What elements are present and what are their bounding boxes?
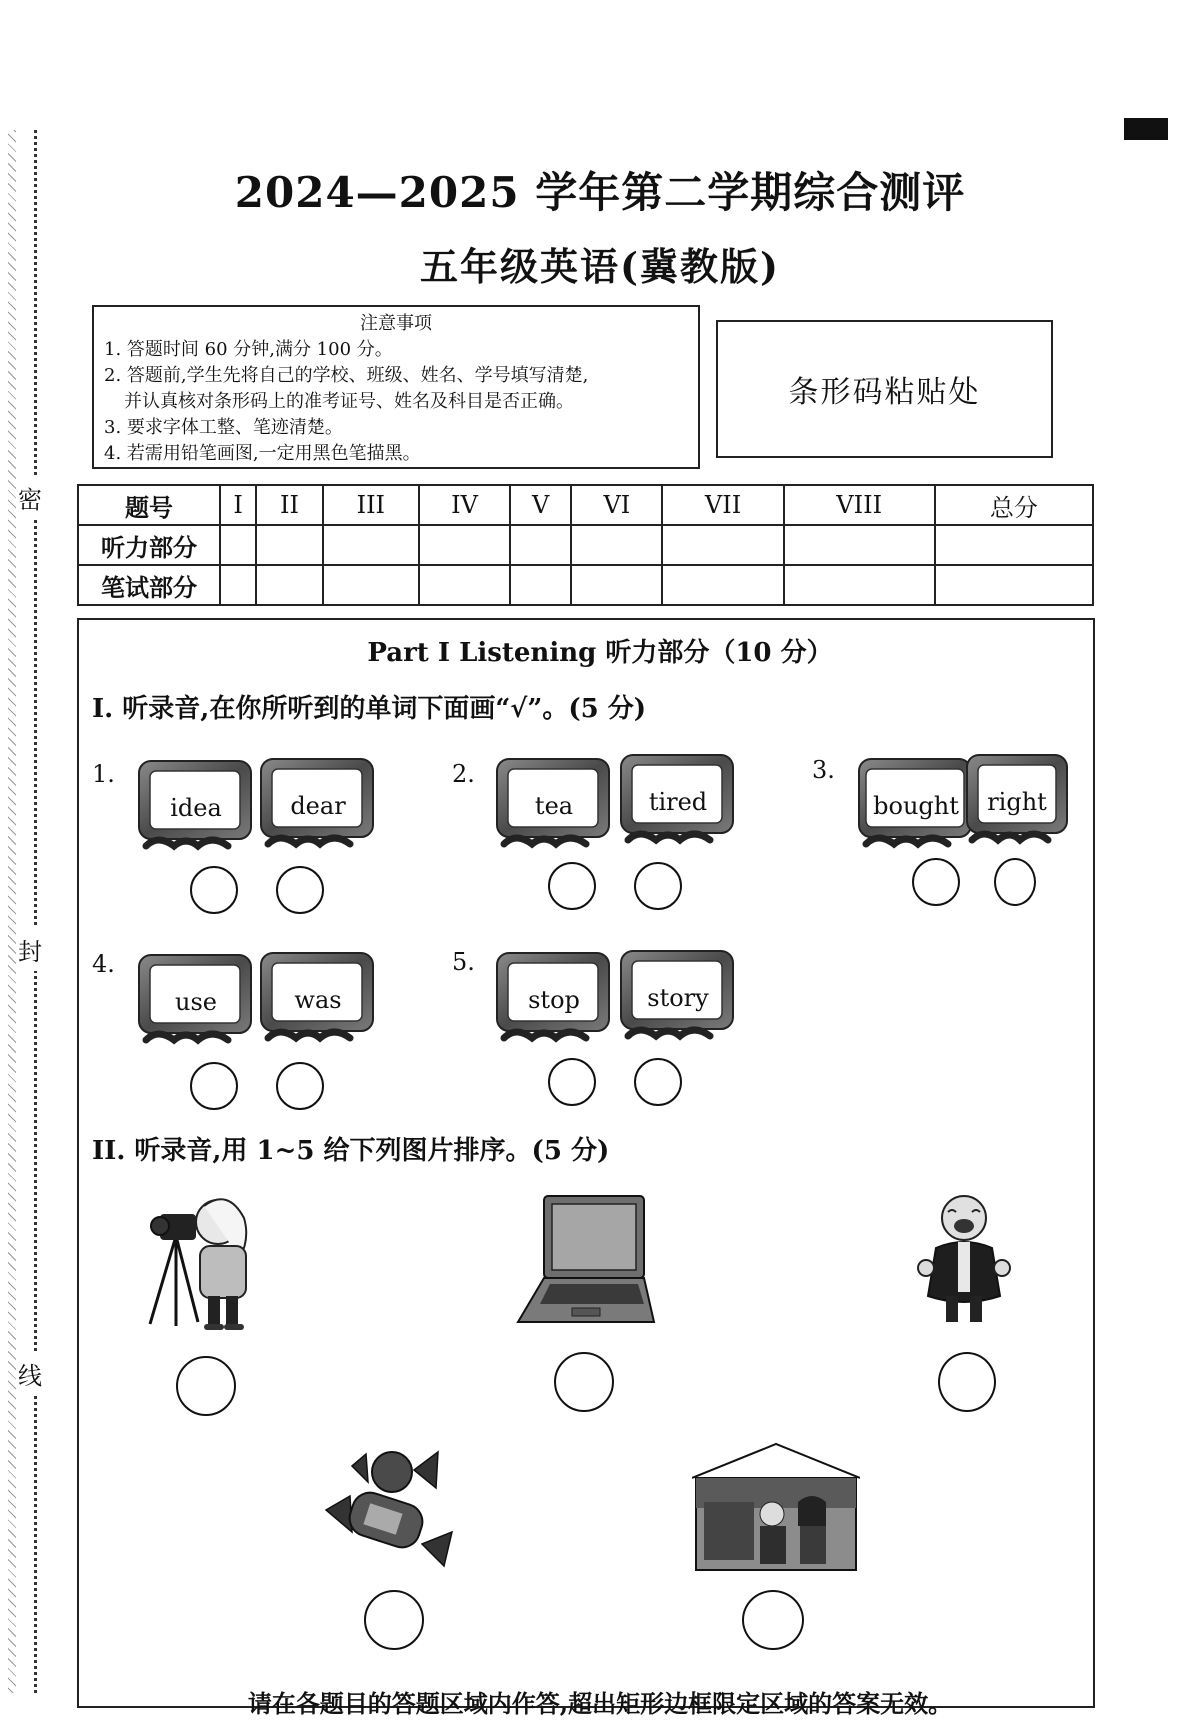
score-cell[interactable] — [571, 525, 662, 565]
score-cell[interactable] — [419, 525, 510, 565]
score-header-cell: I — [220, 485, 256, 525]
card-word: tired — [648, 788, 708, 816]
answer-circle[interactable] — [548, 1058, 596, 1106]
score-cell[interactable] — [419, 565, 510, 605]
score-header-cell: IV — [419, 485, 510, 525]
order-circle[interactable] — [938, 1352, 996, 1412]
word-card — [136, 952, 256, 1048]
word-card — [618, 752, 738, 848]
score-cell[interactable] — [935, 525, 1093, 565]
word-card — [258, 950, 378, 1046]
score-cell[interactable] — [571, 565, 662, 605]
score-header-cell: 题号 — [78, 485, 220, 525]
word-card — [856, 756, 976, 852]
card-word: dear — [290, 792, 346, 820]
binding-char-feng: 封 — [18, 928, 42, 971]
movie-scene-icon — [692, 1442, 860, 1572]
photographer-icon — [146, 1196, 256, 1336]
score-header-cell: VIII — [784, 485, 935, 525]
score-cell[interactable] — [323, 525, 419, 565]
answer-circle[interactable] — [190, 866, 238, 914]
order-circle[interactable] — [742, 1590, 804, 1650]
part-title: Part I Listening 听力部分（10 分） — [367, 638, 833, 668]
binding-char-mi: 密 — [18, 476, 42, 519]
answer-circle[interactable] — [276, 1062, 324, 1110]
score-cell[interactable] — [662, 525, 783, 565]
word-card — [258, 756, 378, 852]
score-row-label: 听力部分 — [78, 525, 220, 565]
card-word: stop — [528, 986, 580, 1014]
notice-item: 1. 答题时间 60 分钟,满分 100 分。 — [104, 339, 393, 360]
word-card — [618, 948, 738, 1044]
answer-circle[interactable] — [548, 862, 596, 910]
order-circle[interactable] — [176, 1356, 236, 1416]
answer-circle[interactable] — [634, 1058, 682, 1106]
notice-item: 4. 若需用铅笔画图,一定用黑色笔描黑。 — [104, 443, 421, 464]
answer-circle[interactable] — [994, 858, 1036, 906]
score-header-cell: VII — [662, 485, 783, 525]
page-title: 2024—2025 学年第二学期综合测评 — [234, 168, 966, 217]
score-cell[interactable] — [935, 565, 1093, 605]
score-cell[interactable] — [510, 525, 571, 565]
score-row-listening — [78, 525, 1093, 565]
order-circle[interactable] — [554, 1352, 614, 1412]
card-word: idea — [170, 794, 222, 822]
answer-circle[interactable] — [634, 862, 682, 910]
score-header-cell: VI — [571, 485, 662, 525]
answer-circle[interactable] — [912, 858, 960, 906]
score-header-cell: V — [510, 485, 571, 525]
score-cell[interactable] — [323, 565, 419, 605]
score-cell[interactable] — [256, 565, 322, 605]
card-word: story — [647, 984, 709, 1012]
candy-icon — [322, 1448, 472, 1568]
score-header-cell: III — [323, 485, 419, 525]
binding-dotted-line — [34, 130, 37, 1693]
notice-box — [92, 305, 700, 469]
card-word: was — [294, 986, 342, 1014]
barcode-area — [716, 320, 1053, 458]
score-row-label: 笔试部分 — [78, 565, 220, 605]
binding-edge — [8, 130, 16, 1693]
word-card — [136, 758, 256, 854]
notice-heading: 注意事项 — [360, 313, 432, 334]
score-header-cell: II — [256, 485, 322, 525]
card-word: use — [175, 988, 217, 1016]
question-number: 3. — [812, 756, 835, 784]
word-card — [494, 950, 614, 1046]
laptop-icon — [516, 1192, 656, 1332]
score-cell[interactable] — [256, 525, 322, 565]
score-cell[interactable] — [662, 565, 783, 605]
notice-item: 并认真核对条形码上的准考证号、姓名及科目是否正确。 — [124, 391, 574, 412]
card-word: bought — [873, 792, 959, 820]
score-cell[interactable] — [784, 525, 935, 565]
score-table — [77, 484, 1094, 606]
notice-item: 3. 要求字体工整、笔迹清楚。 — [104, 417, 343, 438]
question-number: 5. — [452, 948, 475, 976]
answer-circle[interactable] — [190, 1062, 238, 1110]
score-row-writing — [78, 565, 1093, 605]
answer-circle[interactable] — [276, 866, 324, 914]
section2-title: II. 听录音,用 1~5 给下列图片排序。(5 分) — [92, 1136, 610, 1166]
laughing-man-icon — [914, 1192, 1014, 1330]
order-circle[interactable] — [364, 1590, 424, 1650]
score-cell[interactable] — [220, 565, 256, 605]
corner-registration-mark — [1124, 118, 1168, 140]
score-cell[interactable] — [784, 565, 935, 605]
score-header-row — [78, 485, 1093, 525]
score-header-cell: 总分 — [935, 485, 1093, 525]
page-subtitle: 五年级英语(冀教版) — [420, 244, 780, 289]
score-cell[interactable] — [220, 525, 256, 565]
word-card — [964, 752, 1074, 848]
card-word: tea — [534, 792, 574, 820]
score-cell[interactable] — [510, 565, 571, 605]
binding-char-xian: 线 — [18, 1352, 42, 1395]
word-card — [494, 756, 614, 852]
section1-title: I. 听录音,在你所听到的单词下面画“√”。(5 分) — [92, 694, 647, 724]
footer-note: 请在各题目的答题区域内作答,超出矩形边框限定区域的答案无效。 — [247, 1689, 953, 1718]
question-number: 1. — [92, 760, 115, 788]
notice-item: 2. 答题前,学生先将自己的学校、班级、姓名、学号填写清楚, — [104, 365, 589, 386]
question-number: 4. — [92, 950, 115, 978]
question-number: 2. — [452, 760, 475, 788]
barcode-label: 条形码粘贴处 — [788, 375, 981, 410]
card-word: right — [987, 788, 1047, 816]
